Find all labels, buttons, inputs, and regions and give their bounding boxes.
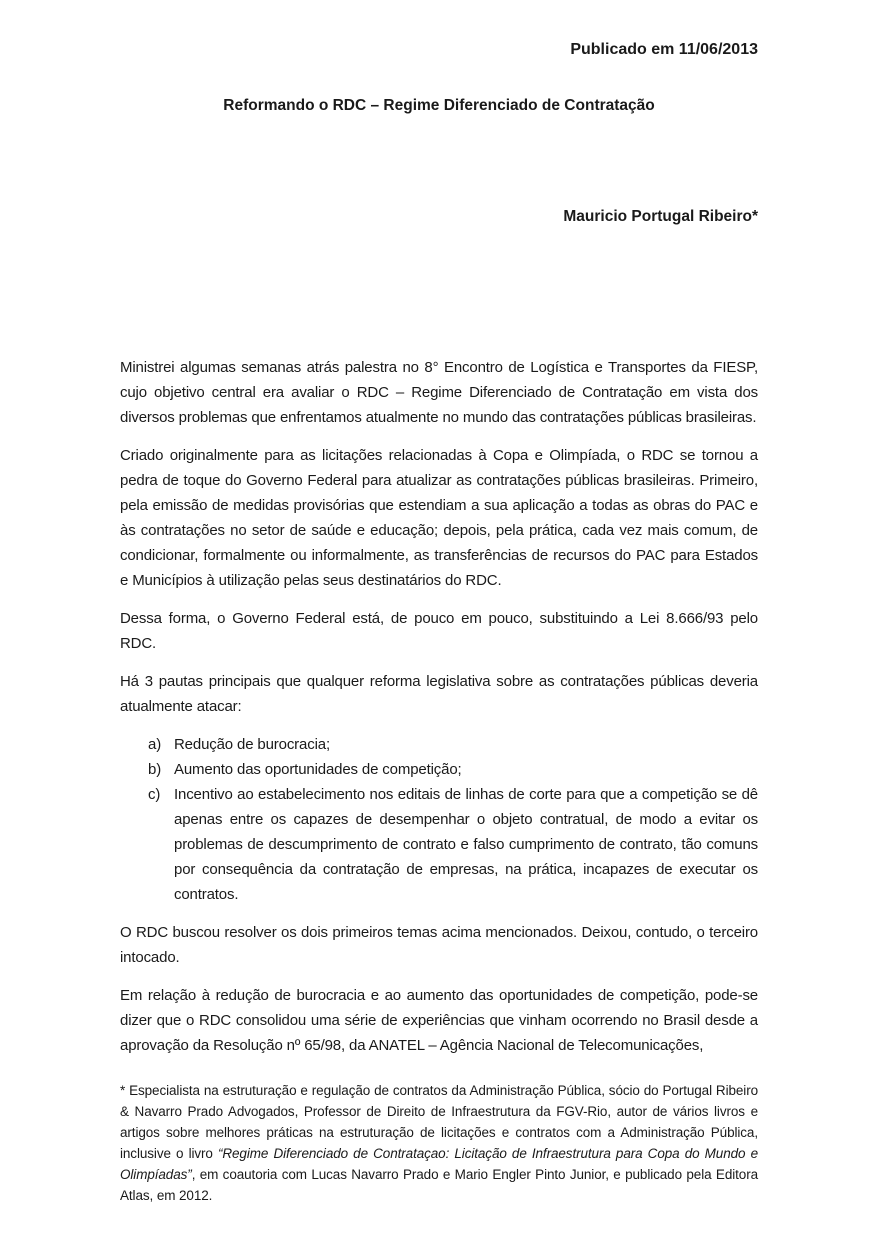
- list-item-b: [120, 757, 758, 782]
- paragraph-2: Criado originalmente para as licitações relacionadas à Copa e Olimpíada, o RDC se tornou a pedra de toque do Governo Federal para atualizar as contratações públicas brasileiras. Primeiro, pela emissão de medidas provisórias que estendiam a sua aplicação a todas as obras do PAC e às contratações no setor de saúde e educação; depois, pela prática, cada vez mais comum, de condicionar, formalmente ou informalmente, as transferências de recursos do PAC para Estados e Municípios à utilização pelas seus destinatários do RDC.: [120, 447, 758, 589]
- list-item-c: [120, 782, 758, 907]
- paragraph-4: Há 3 pautas principais que qualquer reforma legislativa sobre as contratações públicas deveria atualmente atacar:: [120, 673, 758, 715]
- page-title: Reformando o RDC – Regime Diferenciado de Contratação: [223, 97, 655, 114]
- paragraph-3: Dessa forma, o Governo Federal está, de pouco em pouco, substituindo a Lei 8.666/93 pelo RDC.: [120, 610, 758, 652]
- footnote: [120, 1080, 758, 1206]
- paragraph-1: Ministrei algumas semanas atrás palestra no 8° Encontro de Logística e Transportes da FIESP, cujo objetivo central era avaliar o RDC – Regime Diferenciado de Contratação em vista dos diversos problemas que enfrentamos atualmente no mundo das contratações públicas brasileiras.: [120, 359, 758, 426]
- list-item-text: Incentivo ao estabelecimento nos editais de linhas de corte para que a competição se dê apenas entre os capazes de desempenhar o objeto contratual, de modo a evitar os problemas de descumprimento de contrato e falso cumprimento de contrato, tão comuns por consequência da contratação de empresas, na prática, incapazes de executar os contratos.: [174, 786, 758, 903]
- footnote-text-start: * Especialista na estruturação e regulação de contratos da Administração Pública, sócio do Portugal Ribeiro & Navarro Prado Advogados, Professor de Direito de Infraestrutura da FGV-Rio, autor de vários livros e artigos sobre melhores práticas na estruturação de licitações e contratos com a Administração Pública, inclusive o livro: [120, 1083, 758, 1161]
- paragraph-6: Em relação à redução de burocracia e ao aumento das oportunidades de competição, pode-se dizer que o RDC consolidou uma série de experiências que vinham ocorrendo no Brasil desde a aprovação da Resolução nº 65/98, da ANATEL – Agência Nacional de Telecomunicações,: [120, 987, 758, 1054]
- author-name: Mauricio Portugal Ribeiro*: [563, 208, 758, 225]
- list-marker: b): [148, 761, 162, 778]
- list-item-text: Aumento das oportunidades de competição;: [174, 761, 462, 778]
- document-content: [120, 0, 758, 1206]
- published-date: Publicado em 11/06/2013: [570, 41, 758, 58]
- list-marker: c): [148, 786, 161, 803]
- lettered-list: [120, 732, 758, 907]
- paragraph-5: O RDC buscou resolver os dois primeiros temas acima mencionados. Deixou, contudo, o terceiro intocado.: [120, 924, 758, 966]
- footnote-text-end: , em coautoria com Lucas Navarro Prado e Mario Engler Pinto Junior, e publicado pela Editora Atlas, em 2012.: [120, 1167, 758, 1203]
- article-body: [120, 355, 758, 1058]
- footnote-book-title: “Regime Diferenciado de Contrataçao: Licitação de Infraestrutura para Copa do Mundo e Olimpíadas”: [120, 1146, 758, 1182]
- list-marker: a): [148, 736, 162, 753]
- list-item-text: Redução de burocracia;: [174, 736, 330, 753]
- list-item-a: [120, 732, 758, 757]
